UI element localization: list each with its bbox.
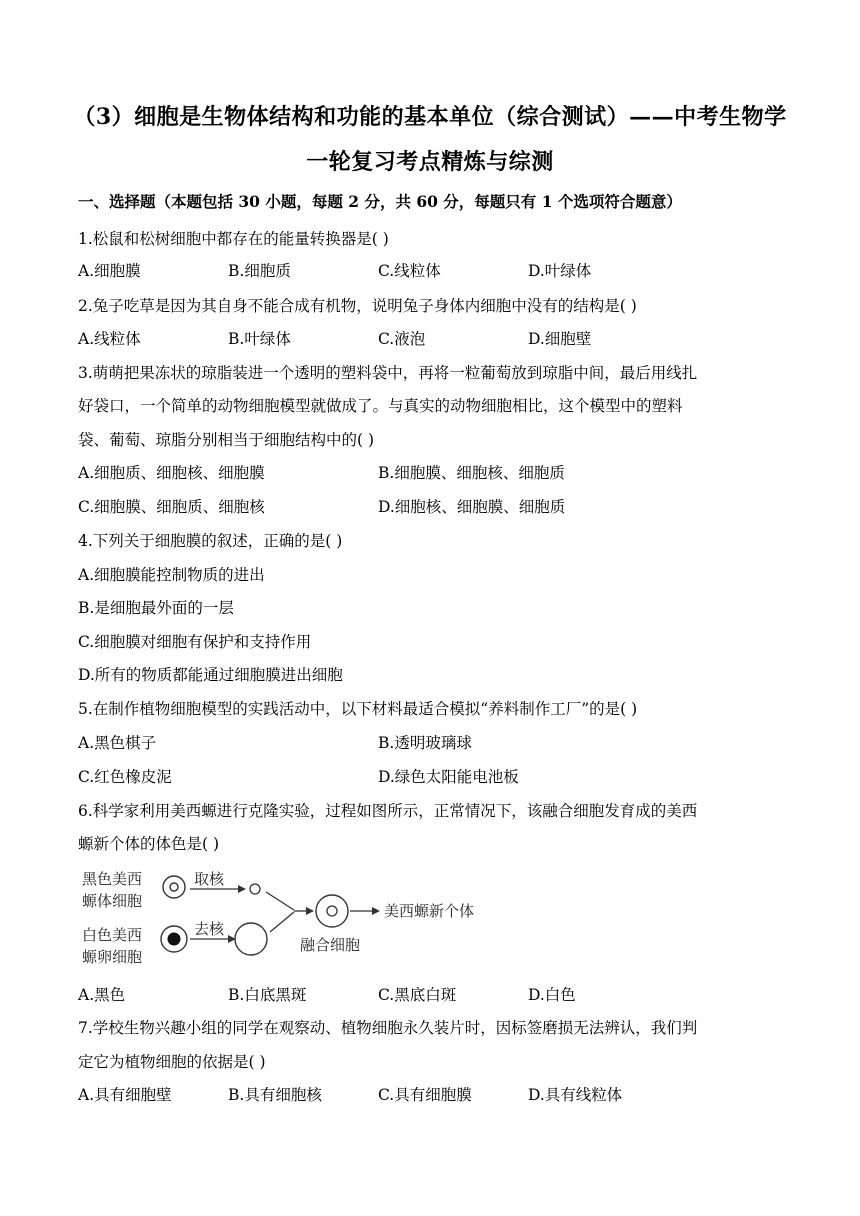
question-1-stem: 1.松鼠和松树细胞中都存在的能量转换器是( ) [78, 230, 389, 248]
white-cell-nucleus [168, 933, 181, 946]
q7-option-b: B.具有细胞核 [228, 1086, 322, 1104]
merge-arrowhead [306, 907, 314, 915]
result-label: 美西螈新个体 [384, 902, 475, 920]
q3-option-c: C.细胞膜、细胞质、细胞核 [78, 498, 265, 516]
q4-option-d: D.所有的物质都能通过细胞膜进出细胞 [78, 666, 343, 684]
question-6-stem-line2: 螈新个体的体色是( ) [78, 835, 220, 853]
q7-option-a: A.具有细胞壁 [78, 1086, 172, 1104]
q6-option-a: A.黑色 [78, 986, 126, 1004]
q3-option-d: D.细胞核、细胞膜、细胞质 [378, 498, 566, 516]
q1-option-d: D.叶绿体 [528, 262, 592, 280]
q5-option-c: C.红色橡皮泥 [78, 768, 172, 786]
q2-option-b: B.叶绿体 [228, 330, 291, 348]
page-title-line2: 一轮复习考点精炼与综测 [306, 149, 554, 175]
merge-line-top [266, 892, 294, 910]
question-5-stem: 5.在制作植物细胞模型的实践活动中，以下材料最适合模拟“养料制作工厂”的是( ) [78, 700, 638, 718]
question-4-stem: 4.下列关于细胞膜的叙述，正确的是( ) [78, 532, 343, 550]
q3-option-a: A.细胞质、细胞核、细胞膜 [78, 464, 265, 482]
q7-option-c: C.具有细胞膜 [378, 1086, 472, 1104]
q1-option-b: B.细胞质 [228, 262, 291, 280]
q2-option-a: A.线粒体 [78, 330, 141, 348]
q5-option-d: D.绿色太阳能电池板 [378, 768, 519, 786]
q6-option-b: B.白底黑斑 [228, 986, 307, 1004]
section-heading: 一、选择题（本题包括 30 小题，每题 2 分，共 60 分，每题只有 1 个选项符合题意） [78, 192, 682, 211]
question-3-stem-line2: 好袋口，一个简单的动物细胞模型就做成了。与真实的动物细胞相比，这个模型中的塑料 [78, 397, 683, 415]
result-arrowhead [372, 907, 380, 915]
black-cell-label-line2: 螈体细胞 [82, 892, 143, 910]
black-body-cell [163, 876, 185, 898]
q2-option-c: C.液泡 [378, 330, 426, 348]
question-6-stem-line1: 6.科学家利用美西螈进行克隆实验，过程如图所示，正常情况下，该融合细胞发育成的美西 [78, 802, 698, 820]
q4-option-b: B.是细胞最外面的一层 [78, 599, 234, 617]
take-nucleus-label: 取核 [194, 870, 225, 888]
q3-option-b: B.细胞膜、细胞核、细胞质 [378, 464, 565, 482]
black-cell-nucleus [170, 883, 178, 891]
cloning-diagram [78, 860, 518, 970]
fused-cell-nucleus [327, 906, 337, 916]
q6-option-d: D.白色 [528, 986, 576, 1004]
fused-cell-label: 融合细胞 [300, 936, 361, 954]
q4-option-a: A.细胞膜能控制物质的进出 [78, 566, 265, 584]
remove-nucleus-label: 去核 [194, 920, 225, 938]
q6-option-c: C.黑底白斑 [378, 986, 457, 1004]
white-cell-label-line2: 螈卵细胞 [82, 948, 143, 966]
black-cell-label-line1: 黑色美西 [82, 870, 143, 888]
q7-option-d: D.具有线粒体 [528, 1086, 623, 1104]
q2-option-d: D.细胞壁 [528, 330, 592, 348]
q4-option-c: C.细胞膜对细胞有保护和支持作用 [78, 633, 312, 651]
question-3-stem-line1: 3.萌萌把果冻状的琼脂装进一个透明的塑料袋中，再将一粒葡萄放到琼脂中间，最后用线扎 [78, 364, 698, 382]
enucleated-egg-cell [235, 923, 267, 955]
question-7-stem-line1: 7.学校生物兴趣小组的同学在观察动、植物细胞永久装片时，因标签磨损无法辨认，我们判 [78, 1019, 698, 1037]
question-2-stem: 2.兔子吃草是因为其自身不能合成有机物，说明兔子身体内细胞中没有的结构是( ) [78, 297, 637, 315]
q1-option-a: A.细胞膜 [78, 262, 141, 280]
q5-option-b: B.透明玻璃球 [378, 734, 472, 752]
white-cell-label-line1: 白色美西 [82, 926, 143, 944]
q1-option-c: C.线粒体 [378, 262, 441, 280]
fused-cell [316, 895, 348, 927]
question-7-stem-line2: 定它为植物细胞的依据是( ) [78, 1053, 266, 1071]
page-title-line1: （3）细胞是生物体结构和功能的基本单位（综合测试）——中考生物学 [73, 104, 787, 130]
merge-line-bottom [270, 912, 294, 932]
q5-option-a: A.黑色棋子 [78, 734, 157, 752]
take-nucleus-arrowhead [238, 885, 246, 893]
extracted-nucleus [250, 884, 260, 894]
question-3-stem-line3: 袋、葡萄、琼脂分别相当于细胞结构中的( ) [78, 431, 375, 449]
